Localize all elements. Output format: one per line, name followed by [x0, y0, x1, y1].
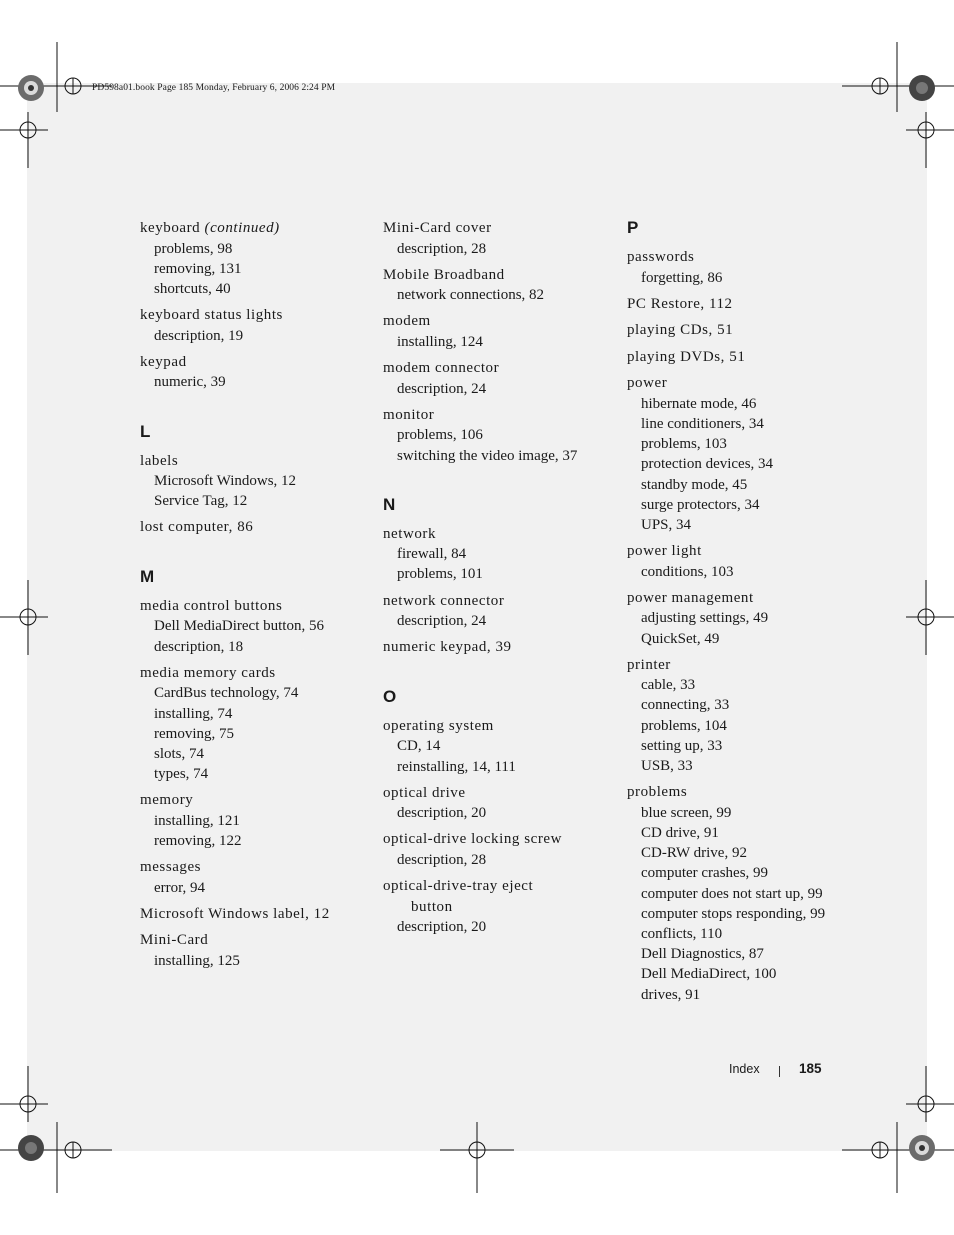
index-subentry: removing, 75 [154, 725, 234, 742]
index-term-wrap: button [411, 898, 453, 915]
index-term [383, 829, 613, 850]
index-subentry: CardBus technology, 74 [154, 685, 299, 702]
index-entry [140, 305, 370, 346]
index-entry [627, 373, 857, 535]
index-term-text: playing DVDs, 51 [627, 348, 746, 365]
index-subentry: description, 28 [397, 851, 487, 868]
index-term [383, 716, 613, 737]
index-term [383, 591, 613, 612]
index-entry [140, 517, 370, 538]
index-subentry: drives, 91 [641, 986, 701, 1003]
index-entry [383, 829, 613, 870]
index-entry [383, 783, 613, 824]
index-entry [140, 904, 370, 925]
index-subentry: description, 20 [397, 918, 487, 935]
index-term [627, 320, 857, 341]
index-term-text: PC Restore, 112 [627, 295, 733, 312]
index-entry [627, 320, 857, 341]
index-section-letter: L [140, 421, 151, 441]
index-term [627, 782, 857, 803]
index-subentry: shortcuts, 40 [154, 280, 231, 297]
index-subentry: cable, 33 [641, 677, 696, 694]
index-term-text: modem [383, 313, 431, 330]
index-term-text: labels [140, 452, 179, 469]
index-entry [627, 347, 857, 368]
index-entry [383, 311, 613, 352]
index-subentry: Service Tag, 12 [154, 493, 248, 510]
index-entry [383, 218, 613, 259]
index-entry [383, 358, 613, 399]
index-entry [140, 596, 370, 657]
index-entry [627, 782, 857, 1005]
index-subentry: description, 24 [397, 613, 487, 630]
index-term [627, 294, 857, 315]
index-term [140, 930, 370, 951]
index-section-letter: P [627, 218, 639, 237]
index-term-text: optical drive [383, 784, 466, 801]
index-subentry: computer does not start up, 99 [641, 885, 823, 902]
index-column-2 [383, 218, 613, 943]
index-subentry: installing, 125 [154, 952, 240, 969]
index-subentry: problems, 103 [641, 436, 727, 453]
index-term [140, 451, 370, 472]
index-entry [383, 637, 613, 658]
index-subentry: Dell MediaDirect button, 56 [154, 618, 324, 635]
index-term [140, 305, 370, 326]
index-term [140, 517, 370, 538]
index-term-text: problems [627, 784, 688, 801]
index-term-text: network [383, 525, 437, 542]
index-entry [383, 716, 613, 777]
index-term-text: optical-drive locking screw [383, 831, 562, 848]
index-entry [383, 265, 613, 306]
index-term-text: playing CDs, 51 [627, 322, 734, 339]
index-entry [383, 405, 613, 466]
footer-separator [779, 1066, 780, 1077]
index-subentry: connecting, 33 [641, 697, 730, 714]
index-term-text: lost computer, 86 [140, 519, 254, 536]
index-column-3 [627, 218, 857, 1011]
index-subentry: types, 74 [154, 766, 209, 783]
index-term [383, 358, 613, 379]
index-subentry: hibernate mode, 46 [641, 395, 757, 412]
index-term-text: modem connector [383, 360, 500, 377]
footer-section-label: Index [729, 1062, 760, 1076]
index-term-text: media memory cards [140, 664, 276, 681]
index-term [627, 541, 857, 562]
index-term [383, 265, 613, 286]
index-term-text: numeric keypad, 39 [383, 639, 512, 656]
index-term [383, 876, 613, 897]
page-number: 185 [799, 1061, 822, 1076]
index-term-text: optical-drive-tray eject [383, 878, 534, 895]
index-term [383, 783, 613, 804]
index-term-text: memory [140, 792, 194, 809]
index-term [140, 596, 370, 617]
index-entry [140, 930, 370, 971]
index-term [383, 524, 613, 545]
index-subentry: reinstalling, 14, 111 [397, 758, 516, 775]
index-term-text: messages [140, 859, 202, 876]
index-term-text: Mobile Broadband [383, 266, 505, 283]
index-entry [627, 247, 857, 288]
index-term [140, 857, 370, 878]
index-subentry: description, 24 [397, 380, 487, 397]
index-term [140, 352, 370, 373]
index-entry [383, 876, 613, 937]
index-term [383, 218, 613, 239]
index-entry [140, 218, 370, 299]
index-term-text: keyboard [140, 220, 201, 236]
continued-note: (continued) [204, 220, 280, 236]
index-subentry: QuickSet, 49 [641, 630, 720, 647]
index-term-text: operating system [383, 717, 494, 734]
index-section-letter: M [140, 566, 155, 586]
index-term [627, 588, 857, 609]
index-subentry: blue screen, 99 [641, 804, 732, 821]
index-subentry: installing, 121 [154, 812, 240, 829]
index-subentry: conflicts, 110 [641, 925, 723, 942]
index-subentry: description, 18 [154, 638, 244, 655]
index-subentry: standby mode, 45 [641, 476, 748, 493]
index-subentry: description, 28 [397, 240, 487, 257]
index-entry [383, 591, 613, 632]
index-subentry: USB, 33 [641, 758, 693, 775]
index-subentry: computer stops responding, 99 [641, 905, 826, 922]
index-subentry: Dell Diagnostics, 87 [641, 946, 764, 963]
index-term-text: power [627, 375, 668, 392]
index-subentry: description, 19 [154, 327, 244, 344]
index-entry [627, 655, 857, 777]
index-subentry: UPS, 34 [641, 516, 692, 533]
index-subentry: switching the video image, 37 [397, 447, 578, 464]
index-subentry: protection devices, 34 [641, 456, 774, 473]
index-entry [383, 524, 613, 585]
print-slug: PD598a01.book Page 185 Monday, February 6, 2006 2:24 PM [92, 83, 336, 93]
index-entry [140, 790, 370, 851]
index-term [627, 655, 857, 676]
index-subentry: forgetting, 86 [641, 269, 723, 286]
index-subentry: computer crashes, 99 [641, 865, 769, 882]
index-term [627, 247, 857, 268]
index-subentry: CD drive, 91 [641, 824, 719, 841]
index-term [140, 218, 370, 239]
index-term-text: printer [627, 656, 671, 673]
index-subentry: Microsoft Windows, 12 [154, 473, 297, 490]
index-subentry: conditions, 103 [641, 563, 734, 580]
index-entry [140, 857, 370, 898]
index-term-text: power light [627, 543, 702, 560]
index-subentry: line conditioners, 34 [641, 415, 764, 432]
index-subentry: setting up, 33 [641, 737, 723, 754]
index-term-text: Microsoft Windows label, 12 [140, 905, 330, 922]
index-subentry: network connections, 82 [397, 287, 545, 304]
index-subentry: firewall, 84 [397, 546, 467, 563]
index-subentry: CD-RW drive, 92 [641, 845, 747, 862]
index-subentry: description, 20 [397, 805, 487, 822]
index-subentry: problems, 98 [154, 240, 233, 257]
index-term [140, 904, 370, 925]
index-subentry: removing, 131 [154, 260, 242, 277]
index-subentry: problems, 101 [397, 566, 483, 583]
index-subentry: adjusting settings, 49 [641, 610, 769, 627]
index-subentry: installing, 124 [397, 333, 483, 350]
index-term-text: Mini-Card cover [383, 220, 492, 236]
index-section-letter: O [383, 686, 397, 706]
index-term-text: Mini-Card [140, 932, 209, 949]
index-entry [627, 294, 857, 315]
index-entry [140, 663, 370, 785]
index-term-text: passwords [627, 249, 695, 265]
index-subentry: Dell MediaDirect, 100 [641, 966, 777, 983]
index-column-1 [140, 218, 370, 977]
index-entry [627, 541, 857, 582]
index-subentry: problems, 106 [397, 427, 483, 444]
index-section-letter: N [383, 494, 396, 514]
index-term-text: keypad [140, 353, 187, 370]
index-subentry: slots, 74 [154, 745, 205, 762]
index-term [627, 347, 857, 368]
index-term-text: keyboard status lights [140, 307, 283, 324]
index-term [140, 663, 370, 684]
index-term [383, 311, 613, 332]
index-subentry: surge protectors, 34 [641, 496, 760, 513]
index-subentry: numeric, 39 [154, 374, 226, 391]
index-term-text: network connector [383, 592, 505, 609]
index-term-text: monitor [383, 406, 435, 423]
index-entry [140, 451, 370, 512]
index-term [383, 405, 613, 426]
index-subentry: problems, 104 [641, 717, 727, 734]
index-term [140, 790, 370, 811]
index-term [627, 373, 857, 394]
index-term-text: media control buttons [140, 597, 283, 614]
index-term [383, 637, 613, 658]
index-subentry: installing, 74 [154, 705, 233, 722]
index-entry [140, 352, 370, 393]
index-subentry: removing, 122 [154, 833, 242, 850]
index-subentry: error, 94 [154, 879, 206, 896]
index-subentry: CD, 14 [397, 738, 441, 755]
index-term-text: power management [627, 589, 754, 606]
index-entry [627, 588, 857, 649]
